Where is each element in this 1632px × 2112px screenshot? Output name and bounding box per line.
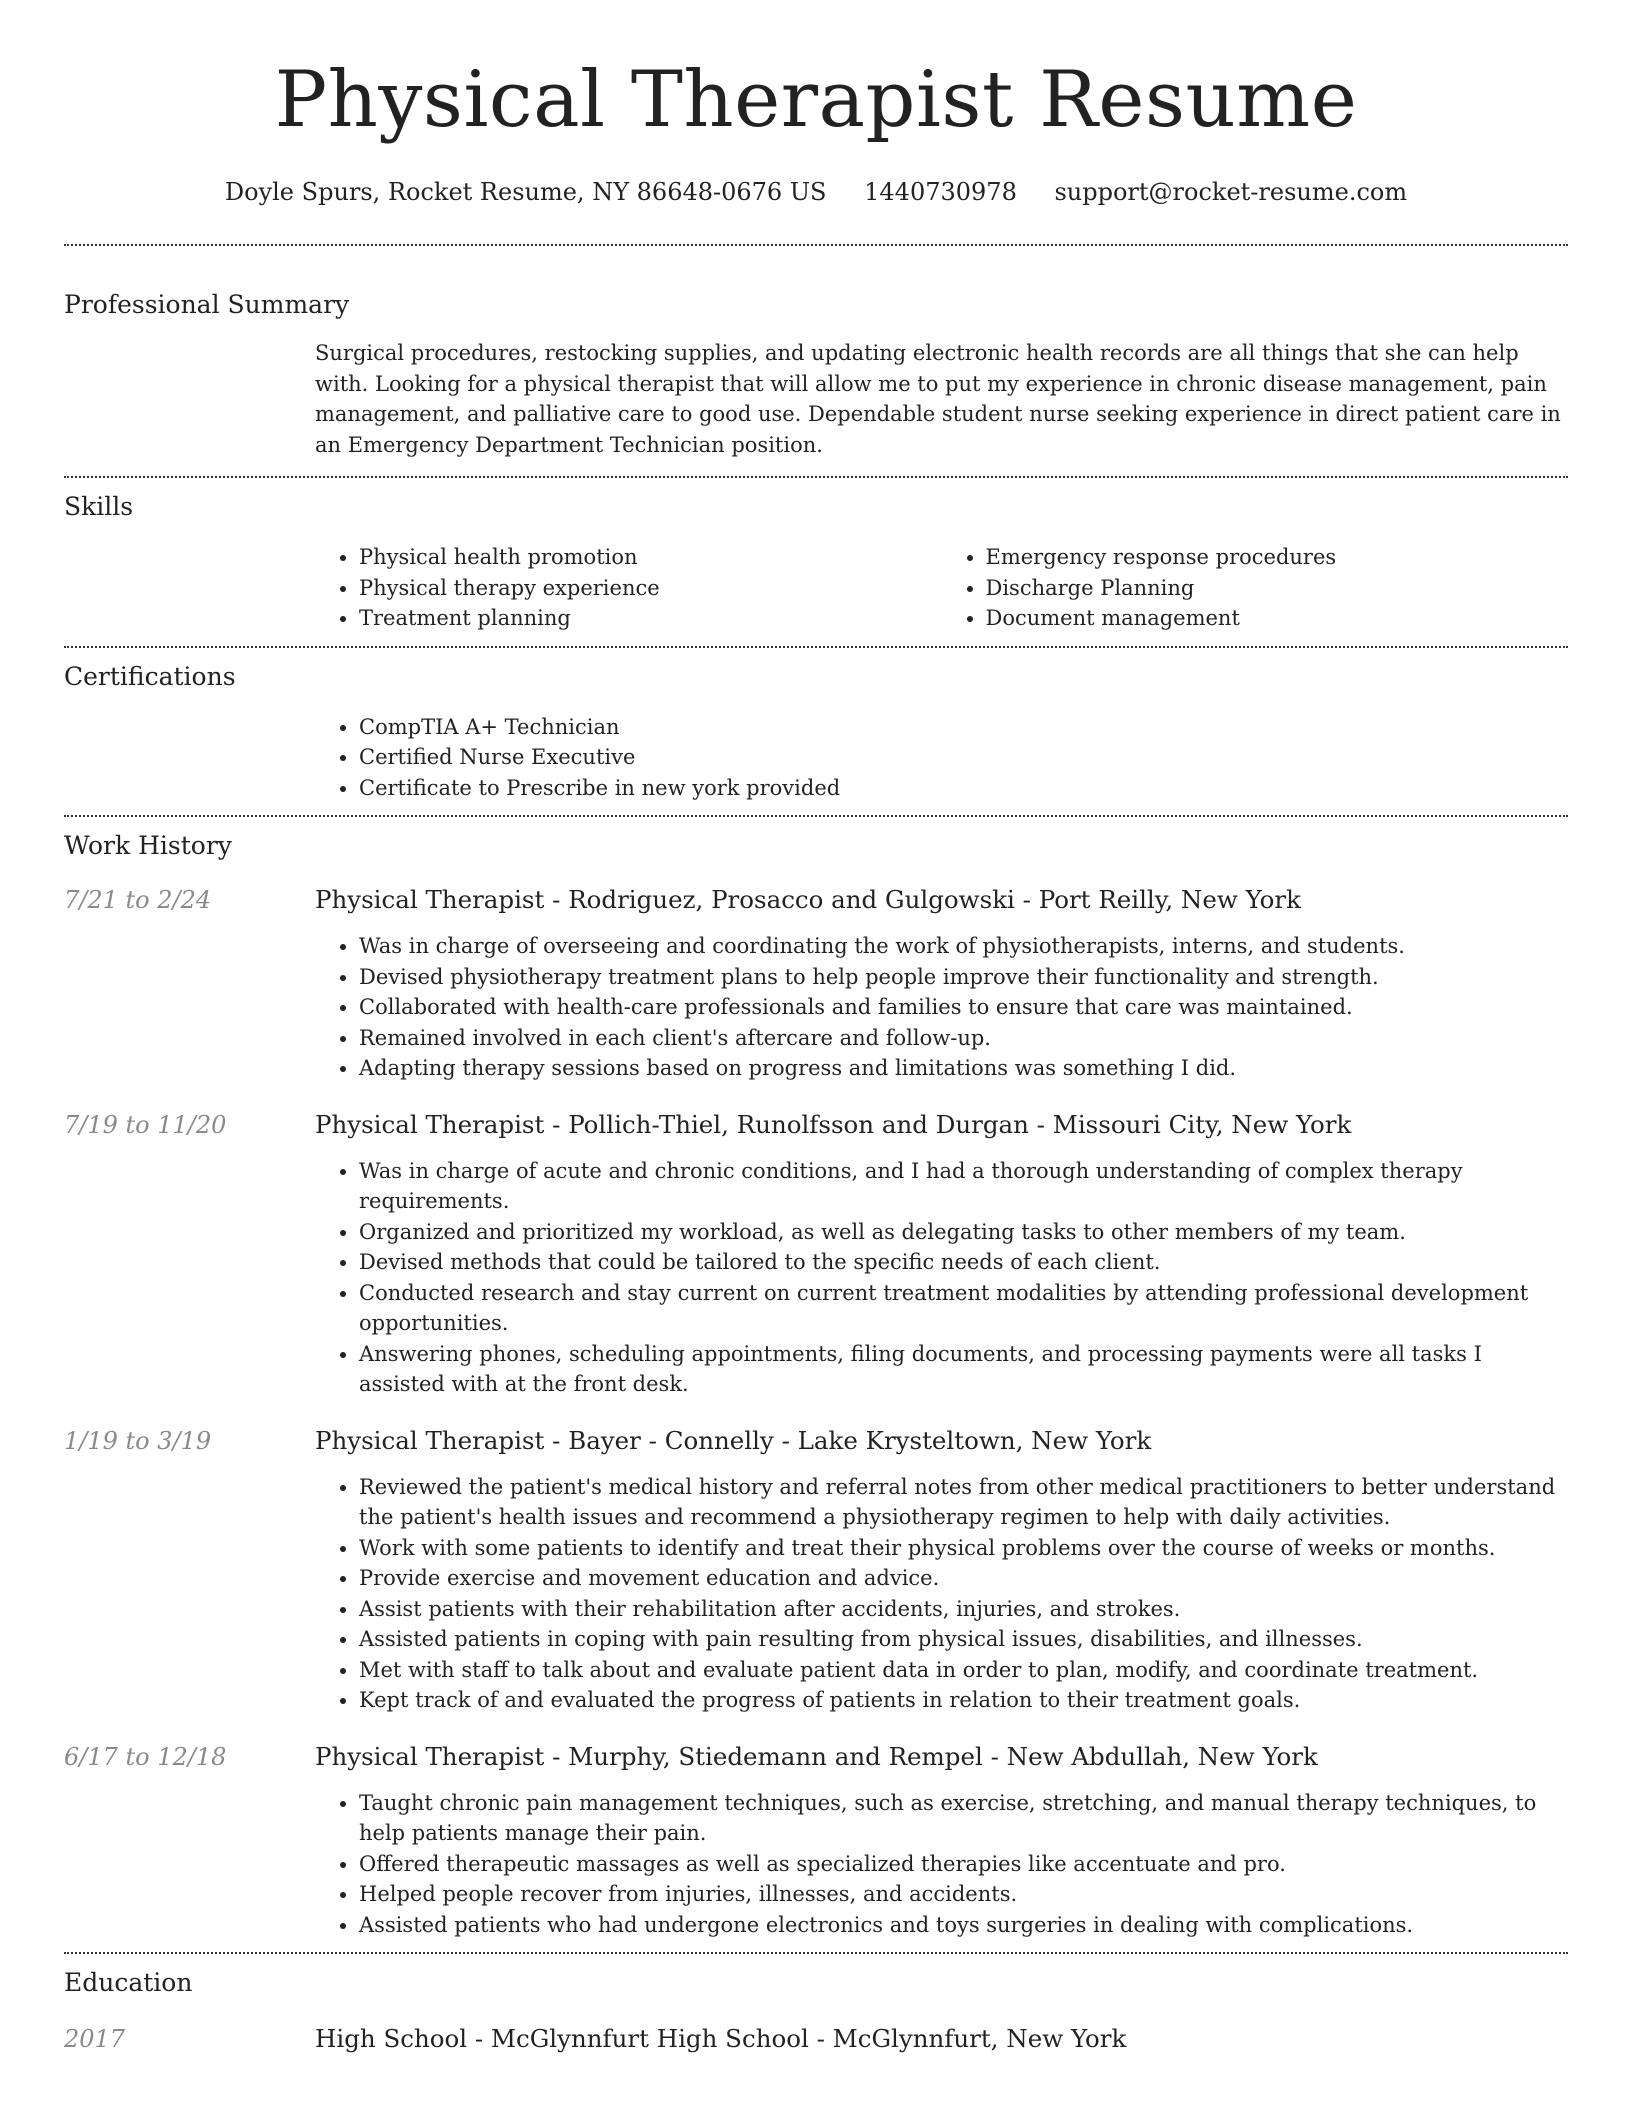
education-entry: [64, 2022, 1568, 2056]
job-bullets: [315, 1788, 1568, 1953]
job-title: Physical Therapist - Rodriguez, Prosacco and Gulgowski - Port Reilly, New York: [315, 885, 1301, 914]
job-bullets: [315, 931, 1568, 1084]
contact-line: [64, 176, 1568, 208]
skills-list: [315, 542, 1568, 646]
skill-item: • Emergency response procedures: [986, 542, 1569, 573]
skill-item: • Document management: [986, 603, 1569, 634]
summary-heading: Professional Summary: [64, 290, 350, 319]
job-bullet: • Reviewed the patient's medical history and referral notes from other medical practitioners to better understand the patient's health issues and recommend a physiotherapy regimen to help with daily activities.: [359, 1472, 1568, 1533]
resume-title: Physical Therapist Resume: [274, 55, 1358, 145]
job-title: Physical Therapist - Pollich-Thiel, Runolfsson and Durgan - Missouri City, New York: [315, 1109, 1352, 1139]
skill-item: • Treatment planning: [359, 603, 942, 634]
job-bullet: • Assisted patients in coping with pain resulting from physical issues, disabilities, and illnesses.: [359, 1624, 1568, 1655]
certifications-heading: Certifications: [64, 661, 236, 691]
job-bullet: • Adapting therapy sessions based on progress and limitations was something I did.: [359, 1053, 1568, 1084]
section-divider: [64, 476, 1568, 478]
education-heading: Education: [64, 1968, 193, 1997]
skills-heading: Skills: [64, 492, 134, 521]
resume-page: [64, 0, 1568, 2056]
summary-text: Surgical procedures, restocking supplies, and updating electronic health records are all things that she can help with. Looking for a physical therapist that will allow me to put my experience in chronic disease management, pain management, and palliative care to good use. Dependable student nurse seeking experience in direct patient care in an Emergency Department Technician position.: [315, 341, 1561, 457]
certification-item: • Certified Nurse Executive: [359, 742, 1568, 773]
section-divider: [64, 815, 1568, 817]
job-bullet: • Met with staff to talk about and evaluate patient data in order to plan, modify, and coordinate treatment.: [359, 1655, 1568, 1686]
contact-email: support@rocket-resume.com: [1054, 178, 1408, 206]
contact-phone: 1440730978: [864, 178, 1017, 206]
certifications-list: [315, 712, 1568, 816]
job-bullet: • Answering phones, scheduling appointments, filing documents, and processing payments were all tasks I assisted with at the front desk.: [359, 1339, 1568, 1400]
certification-item: • CompTIA A+ Technician: [359, 712, 1568, 743]
skills-column-right: [942, 542, 1569, 634]
education-title: High School - McGlynnfurt High School - McGlynnfurt, New York: [315, 2024, 1127, 2053]
job-bullets: [315, 1156, 1568, 1400]
skills-column-left: [315, 542, 942, 634]
job-bullets: [315, 1472, 1568, 1716]
job-bullet: • Offered therapeutic massages as well as specialized therapies like accentuate and pro.: [359, 1849, 1568, 1880]
job-dates: 1/19 to 3/19: [64, 1426, 212, 1455]
job-bullet: • Assist patients with their rehabilitation after accidents, injuries, and strokes.: [359, 1594, 1568, 1625]
job-bullet: • Assisted patients who had undergone electronics and toys surgeries in dealing with complications.: [359, 1910, 1568, 1941]
skill-item: • Discharge Planning: [986, 573, 1569, 604]
job-bullet: • Work with some patients to identify and treat their physical problems over the course of weeks or months.: [359, 1533, 1568, 1564]
section-divider: [64, 1952, 1568, 1954]
skill-item: • Physical therapy experience: [359, 573, 942, 604]
job-dates: 7/19 to 11/20: [64, 1110, 227, 1139]
skill-item: • Physical health promotion: [359, 542, 942, 573]
job-entry: [64, 883, 1568, 1084]
job-entry: [64, 1740, 1568, 1953]
contact-address: Doyle Spurs, Rocket Resume, NY 86648-0676 US: [224, 178, 827, 206]
job-bullet: • Kept track of and evaluated the progress of patients in relation to their treatment goals.: [359, 1685, 1568, 1716]
job-bullet: • Taught chronic pain management techniques, such as exercise, stretching, and manual therapy techniques, to help patients manage their pain.: [359, 1788, 1568, 1849]
job-dates: 7/21 to 2/24: [64, 886, 212, 914]
job-bullet: • Organized and prioritized my workload, as well as delegating tasks to other members of my team.: [359, 1217, 1568, 1248]
certification-item: • Certificate to Prescribe in new york provided: [359, 773, 1568, 804]
job-title: Physical Therapist - Murphy, Stiedemann and Rempel - New Abdullah, New York: [315, 1741, 1318, 1771]
job-bullet: • Helped people recover from injuries, illnesses, and accidents.: [359, 1879, 1568, 1910]
job-bullet: • Was in charge of overseeing and coordinating the work of physiotherapists, interns, and students.: [359, 931, 1568, 962]
job-bullet: • Collaborated with health-care professionals and families to ensure that care was maintained.: [359, 992, 1568, 1023]
job-bullet: • Was in charge of acute and chronic conditions, and I had a thorough understanding of complex therapy requirements.: [359, 1156, 1568, 1217]
job-entry: [64, 1108, 1568, 1400]
job-dates: 6/17 to 12/18: [64, 1742, 227, 1771]
job-bullet: • Remained involved in each client's aftercare and follow-up.: [359, 1023, 1568, 1054]
education-dates: 2017: [64, 2025, 126, 2053]
job-bullet: • Devised physiotherapy treatment plans to help people improve their functionality and strength.: [359, 962, 1568, 993]
job-bullet: • Conducted research and stay current on current treatment modalities by attending professional development opportunities.: [359, 1278, 1568, 1339]
job-title: Physical Therapist - Bayer - Connelly - Lake Krysteltown, New York: [315, 1425, 1152, 1455]
section-divider: [64, 646, 1568, 648]
job-bullet: • Devised methods that could be tailored to the specific needs of each client.: [359, 1247, 1568, 1278]
work-history-heading: Work History: [64, 831, 232, 860]
job-bullet: • Provide exercise and movement education and advice.: [359, 1563, 1568, 1594]
section-divider: [64, 244, 1568, 246]
job-entry: [64, 1424, 1568, 1716]
